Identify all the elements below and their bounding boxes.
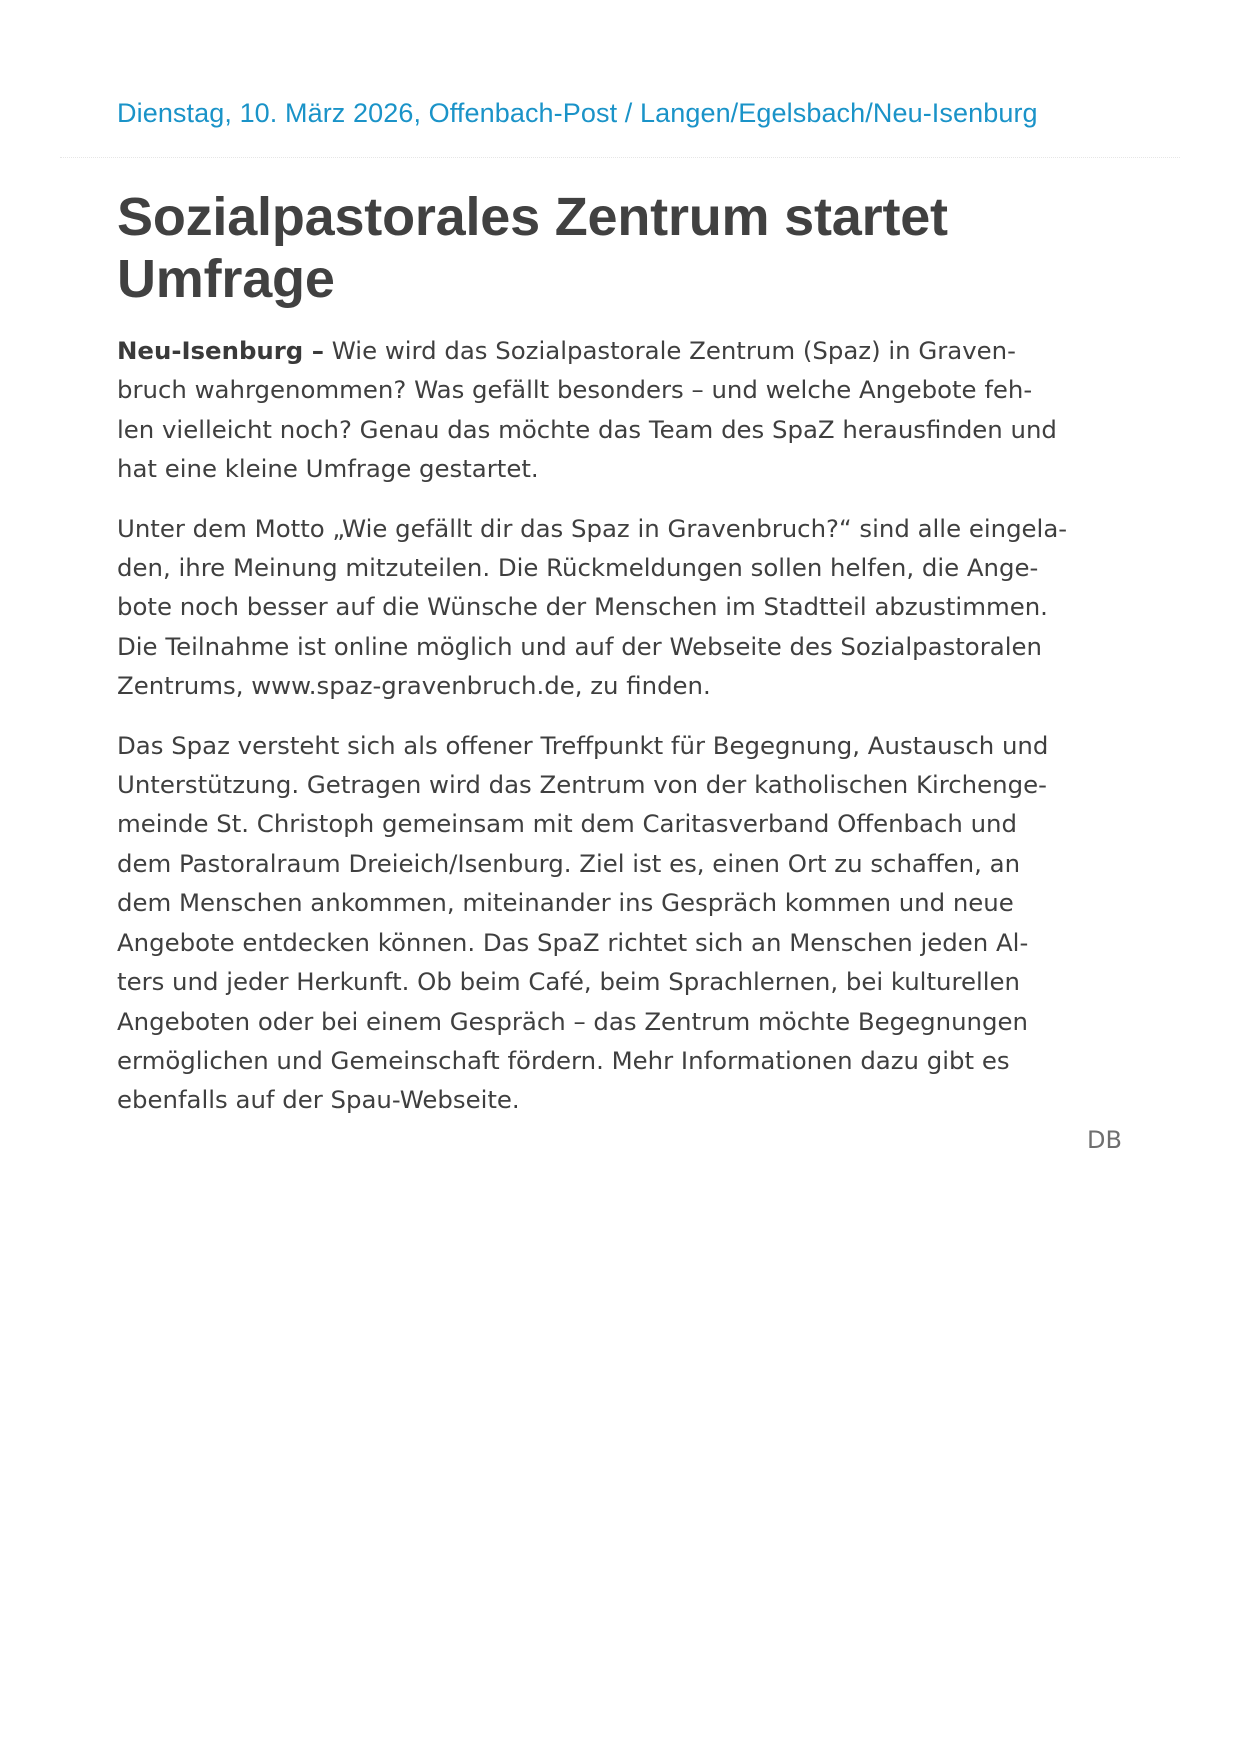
paragraph-text: Wie wird das Sozialpastorale Zentrum (Spaz) in Graven- [323, 336, 1016, 365]
paragraph-line: Zentrums, www.spaz-gravenbruch.de, zu finden. [117, 671, 711, 701]
paragraph-line [117, 331, 1137, 370]
article-paragraph-2 [117, 509, 1137, 706]
paragraph-line: dem Menschen ankommen, miteinander ins Gespräch kommen und neue [117, 888, 1014, 918]
dateline: Dienstag, 10. März 2026, Offenbach-Post / Langen/Egelsbach/Neu-Isenburg [117, 98, 1038, 128]
article-headline [117, 186, 1127, 310]
paragraph-line: Die Teilnahme ist online möglich und auf der Webseite des Sozialpastoralen [117, 631, 1042, 661]
paragraph-line: len vielleicht noch? Genau das möchte das Team des SpaZ herausfinden und [117, 414, 1057, 444]
paragraph-line: meinde St. Christoph gemeinsam mit dem Caritasverband Offenbach und [117, 809, 1017, 839]
paragraph-line: Unterstützung. Getragen wird das Zentrum von der katholischen Kirchenge- [117, 770, 1047, 800]
paragraph-line: ters und jeder Herkunft. Ob beim Café, beim Sprachlernen, bei kulturellen [117, 967, 1021, 997]
paragraph-line: Unter dem Motto „Wie gefällt dir das Spaz in Gravenbruch?“ sind alle eingela- [117, 513, 1068, 543]
divider [60, 157, 1180, 158]
paragraph-line: Angebote entdecken können. Das SpaZ richtet sich an Menschen jeden Al- [117, 927, 1029, 957]
article-body [117, 331, 1137, 1140]
article-paragraph-3 [117, 726, 1137, 1120]
paragraph-line: bruch wahrgenommen? Was gefällt besonders – und welche Angebote feh- [117, 375, 1033, 405]
paragraph-line: bote noch besser auf die Wünsche der Menschen im Stadtteil abzustimmen. [117, 592, 1048, 622]
paragraph-line: dem Pastoralraum Dreieich/Isenburg. Ziel ist es, einen Ort zu schaffen, an [117, 848, 1021, 878]
paragraph-line: den, ihre Meinung mitzuteilen. Die Rückmeldungen sollen helfen, die Ange- [117, 553, 1039, 583]
paragraph-line: ermöglichen und Gemeinschaft fördern. Mehr Informationen dazu gibt es [117, 1045, 1010, 1075]
paragraph-line: Das Spaz versteht sich als offener Treffpunkt für Begegnung, Austausch und [117, 730, 1049, 760]
paragraph-line: ebenfalls auf der Spau-Webseite. [117, 1085, 520, 1115]
paragraph-line: hat eine kleine Umfrage gestartet. [117, 454, 539, 484]
lead-place: Neu-Isenburg – [117, 336, 324, 365]
article-paragraph-1 [117, 331, 1137, 489]
author-initials: DB [1087, 1126, 1122, 1154]
headline-line: Sozialpastorales Zentrum startet [117, 187, 948, 247]
paragraph-line: Angeboten oder bei einem Gespräch – das Zentrum möchte Begegnungen [117, 1006, 1028, 1036]
headline-line: Umfrage [117, 249, 335, 309]
